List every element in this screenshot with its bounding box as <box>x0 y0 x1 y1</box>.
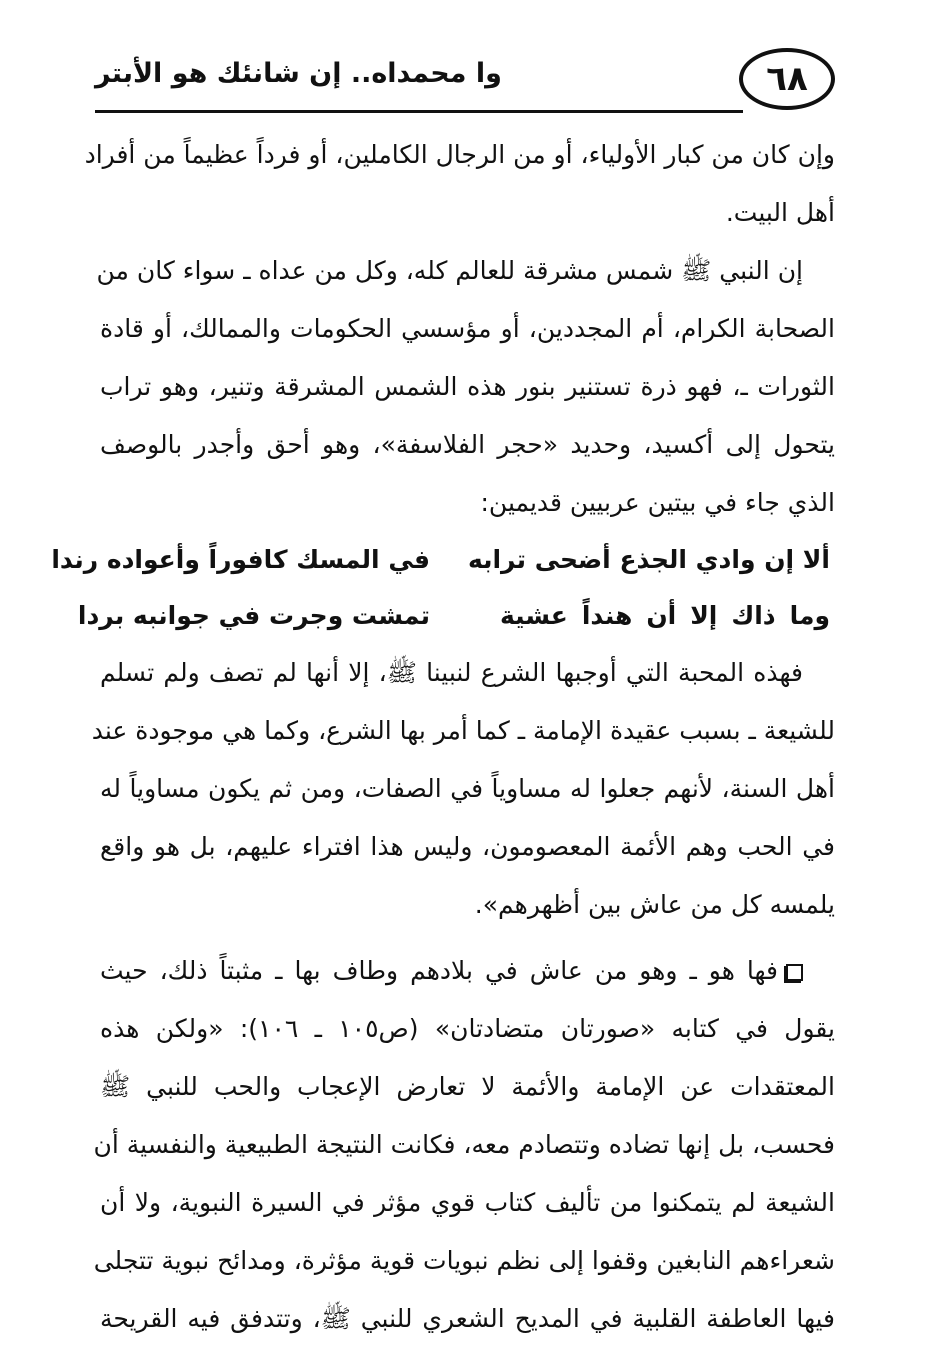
text-line: الذي جاء في بيتين عربيين قديمين: <box>480 488 835 517</box>
text-line: الثورات ـ، فهو ذرة تستنير بنور هذه الشمس المشرقة وتنير، وهو تراب <box>100 372 835 401</box>
poem-second-hemistich: في المسك كافوراً وأعواده رندا <box>51 545 430 574</box>
text-line: فحسب، بل إنها تضاده وتتصادم معه، فكانت النتيجة الطبيعية والنفسية أن <box>93 1130 835 1159</box>
body-text <box>51 126 835 1348</box>
text-line: أهل البيت. <box>725 198 835 227</box>
text-line <box>100 942 835 1000</box>
text-line: المعتقدات عن الإمامة والأئمة لا تعارض الإعجاب والحب للنبي ﷺ <box>100 1072 835 1101</box>
text-line: يتحول إلى أكسيد، وحديد «حجر الفلاسفة»، وهو أحق وأجدر بالوصف <box>100 430 835 459</box>
poem-first-hemistich: وما ذاك إلا أن هنداً عشية <box>500 601 830 630</box>
text-line: الصحابة الكرام، أم المجددين، أو مؤسسي الحكومات والممالك، أو قادة <box>100 314 835 343</box>
poem-second-hemistich: تمشت وجرت في جوانبه بردا <box>77 601 430 630</box>
paragraph-gap <box>100 934 835 942</box>
text-line: للشيعة ـ بسبب عقيدة الإمامة ـ كما أمر بها الشرع، وكما هي موجودة عند <box>91 716 835 745</box>
poem-first-hemistich: ألا إن وادي الجذع أضحى ترابه <box>467 545 830 574</box>
text-line: إن النبي ﷺ شمس مشرقة للعالم كله، وكل من عداه ـ سواء كان من <box>96 256 803 285</box>
text-line: شعراءهم النابغين وقفوا إلى نظم نبويات قوية مؤثرة، ومدائح نبوية تتجلى <box>93 1246 835 1275</box>
text-line-content: فها هو ـ وهو من عاش في بلادهم وطاف بها ـ مثبتاً ذلك، حيث <box>100 956 778 985</box>
text-line: يلمسه كل من عاش بين أظهرهم». <box>474 890 835 919</box>
header-rule <box>95 110 743 113</box>
text-line: فيها العاطفة القلبية في المديح الشعري للنبي ﷺ، وتتدفق فيه القريحة <box>100 1304 835 1333</box>
text-line: وإن كان من كبار الأولياء، أو من الرجال الكاملين، أو فرداً عظيماً من أفراد <box>84 140 835 169</box>
text-line: في الحب وهم الأئمة المعصومون، وليس هذا افتراء عليهم، بل هو واقع <box>100 832 835 861</box>
page-number: ٦٨ <box>766 59 808 99</box>
text-line: يقول في كتابه «صورتان متضادتان» (ص١٠٥ ـ ١٠٦): «ولكن هذه <box>100 1014 835 1043</box>
poem-verse <box>77 588 835 644</box>
square-bullet-icon <box>786 964 803 981</box>
running-title: وا محمداه.. إن شانئك هو الأبتر <box>95 58 502 89</box>
text-line: فهذه المحبة التي أوجبها الشرع لنبينا ﷺ، إلا أنها لم تصف ولم تسلم <box>100 658 803 687</box>
page-header <box>95 48 835 116</box>
page-number-badge <box>739 48 835 110</box>
text-line: الشيعة لم يتمكنوا من تأليف كتاب قوي مؤثر في السيرة النبوية، ولا أن <box>100 1188 835 1217</box>
text-line: أهل السنة، لأنهم جعلوا له مساوياً في الصفات، ومن ثم يكون مساوياً له <box>100 774 835 803</box>
poem-verse <box>51 532 835 588</box>
